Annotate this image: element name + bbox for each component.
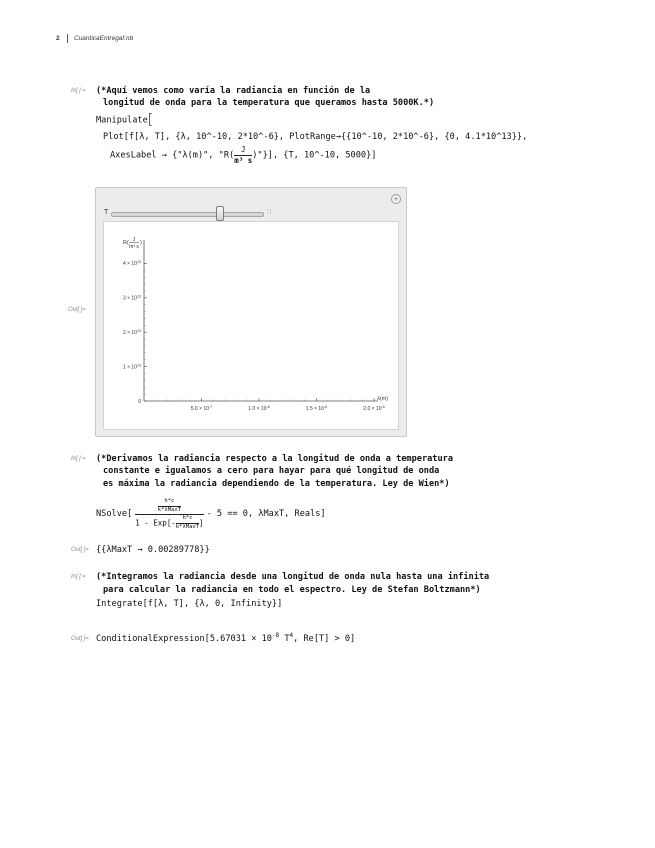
fraction-denominator: m³ s (234, 155, 253, 165)
code-line[interactable] (110, 146, 376, 164)
comment-line[interactable]: para calcular la radiancia en todo el espectro. Ley de Stefan Boltzmann*) (103, 585, 481, 595)
comment-line[interactable]: (*Derivamos la radiancia respecto a la longitud de onda a temperatura (96, 454, 453, 464)
input-label: In[ ]:= (71, 456, 86, 462)
x-tick-label: $1.0 \times 10^{-6}$ (248, 405, 270, 412)
comment-line[interactable]: es máxima la radiancia dependiendo de la temperatura. Ley de Wien*) (103, 479, 450, 489)
slider-menu-icon[interactable]: ∷ (267, 208, 272, 216)
comment-line[interactable]: constante e igualamos a cero para hayar para qué longitud de onda (103, 466, 440, 476)
t-slider-track[interactable] (111, 212, 264, 217)
fraction (234, 146, 252, 164)
integrate-code[interactable]: Integrate[f[λ, T], {λ, 0, Infinity}] (96, 599, 283, 609)
t-slider-thumb[interactable] (216, 206, 224, 221)
wien-result[interactable]: {{λMaxT → 0.00289778}} (96, 545, 210, 555)
plot-area[interactable] (103, 221, 399, 430)
manipulate-keyword: Manipulate (96, 115, 148, 126)
x-tick-label: $2.0 \times 10^{-6}$ (363, 405, 385, 412)
output-label: Out[ ]= (71, 636, 89, 642)
y-tick-label: $3 \times 10^{13}$ (122, 294, 141, 302)
radiance-plot (104, 222, 398, 429)
x-tick-label: $1.5 \times 10^{-6}$ (305, 405, 328, 412)
y-tick-label: $1 \times 10^{13}$ (122, 363, 141, 371)
y-axis-label-suffix: ) (140, 240, 142, 246)
y-axis-label-prefix: R( (123, 240, 129, 246)
manipulate-panel[interactable] (95, 187, 407, 437)
input-label: In[ ]:= (71, 574, 86, 580)
notebook-filename: CuanticaEntregaf.nb (74, 35, 134, 42)
comment-line[interactable]: (*Integramos la radiancia desde una longitud de onda nula hasta una infinita (96, 572, 490, 582)
bracket: [ (147, 112, 154, 128)
axes-label-code-end: )"}], {T, 10^-10, 5000}] (252, 150, 377, 161)
x-axis-label: λ(m) (377, 396, 388, 402)
header-divider (67, 34, 68, 43)
fraction-numerator: J (234, 146, 252, 156)
y-tick-label: $4 \times 10^{13}$ (122, 260, 141, 268)
nsolve-tail: - 5 == 0, λMaxT, Reals] (206, 509, 326, 520)
y-tick-label: 0 (138, 398, 141, 405)
comment-line[interactable]: (*Aquí vemos como varía la radiancia en función de la (96, 86, 371, 96)
plus-icon[interactable]: + (391, 194, 401, 204)
axes-label-code: AxesLabel → {"λ(m)", "R( (110, 150, 235, 161)
comment-line[interactable]: longitud de onda para la temperatura que queramos hasta 5000K.*) (103, 98, 435, 108)
input-label: In[ ]:= (71, 88, 86, 94)
output-label: Out[ ]= (68, 307, 86, 313)
output-label: Out[ ]= (71, 547, 89, 553)
nsolve-keyword: NSolve[ (96, 509, 133, 520)
fraction: $\frac{h*c}{\text{k*λMaxT}}$ 1 - Exp[- $\frac{h*c}{\text{k*λMaxT}}$ ] (135, 498, 204, 530)
y-axis-label-denominator: m³ s (129, 244, 139, 250)
slider-label: T (104, 209, 109, 216)
y-tick-label: $2 \times 10^{13}$ (122, 329, 141, 337)
page-number: 2 (56, 35, 60, 42)
code-line[interactable]: Plot[f[λ, T], {λ, 10^-10, 2*10^-6}, PlotRange→{{10^-10, 2*10^-6}, {0, 4.1*10^13}}, (103, 132, 528, 142)
y-axis-label-numerator: J (132, 237, 136, 243)
x-tick-label: $5.0 \times 10^{-7}$ (190, 405, 213, 412)
code-line[interactable] (96, 112, 153, 128)
stefan-boltzmann-result[interactable]: ConditionalExpression[5.67031 × $10^{-8}$ $T^4$, Re[T] > 0] (96, 632, 356, 644)
nsolve-code[interactable] (96, 499, 326, 530)
